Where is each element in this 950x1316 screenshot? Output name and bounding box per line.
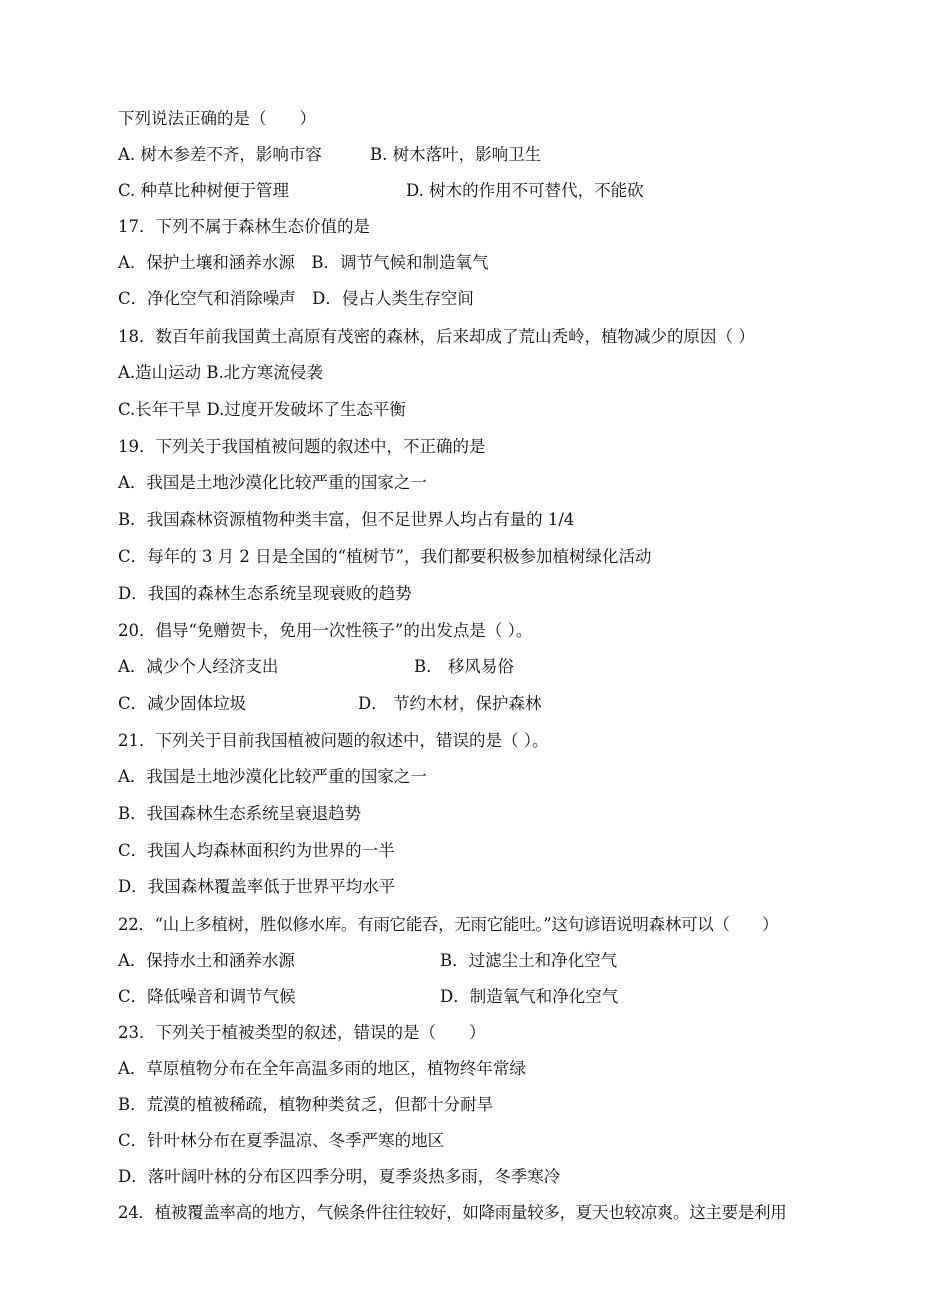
option-d: D．制造氧气和净化空气 [440, 987, 619, 1006]
question-21-stem: 21．下列关于目前我国植被问题的叙述中，错误的是（ ）。 [118, 731, 549, 750]
question-18-options-row-2: C.长年干旱 D.过度开发破坏了生态平衡 [118, 400, 406, 419]
question-23-option-c: C．针叶林分布在夏季温凉、冬季严寒的地区 [118, 1131, 445, 1150]
question-19-option-b: B．我国森林资源植物种类丰富，但不足世界人均占有量的 1/4 [118, 510, 575, 529]
question-21-option-a: A．我国是土地沙漠化比较严重的国家之一 [118, 767, 427, 786]
option-c: C. 种草比种树便于管理 [118, 181, 290, 200]
option-c: C．降低噪音和调节气候 [118, 987, 296, 1006]
option-a: A．保持水土和涵养水源 [118, 951, 295, 970]
option-a: A．减少个人经济支出 [118, 657, 279, 676]
question-21-option-d: D．我国森林覆盖率低于世界平均水平 [118, 877, 396, 896]
question-24-stem: 24．植被覆盖率高的地方，气候条件往往较好，如降雨量较多，夏天也较凉爽。这主要是利用 [118, 1203, 787, 1222]
question-21-option-c: C．我国人均森林面积约为世界的一半 [118, 841, 395, 860]
question-18-options-row-1: A.造山运动 B.北方寒流侵袭 [118, 363, 323, 382]
option-b: B．过滤尘土和净化空气 [440, 951, 618, 970]
question-23-option-d: D．落叶阔叶林的分布区四季分明，夏季炎热多雨，冬季寒冷 [118, 1167, 561, 1186]
question-22-stem: 22．“山上多植树，胜似修水库。有雨它能吞，无雨它能吐。”这句谚语说明森林可以（ ） [118, 915, 779, 934]
option-b: B. 树木落叶，影响卫生 [370, 145, 542, 164]
option-c: C．减少固体垃圾 [118, 694, 247, 713]
question-19-option-c: C．每年的 3 月 2 日是全国的“植树节”，我们都要积极参加植树绿化活动 [118, 547, 652, 566]
option-b: B． 移风易俗 [414, 657, 514, 676]
question-19-option-a: A．我国是土地沙漠化比较严重的国家之一 [118, 473, 427, 492]
question-18-stem: 18．数百年前我国黄土高原有茂密的森林，后来却成了荒山秃岭，植物减少的原因（ ） [118, 327, 755, 346]
question-23-option-b: B．荒漠的植被稀疏，植物种类贫乏，但都十分耐旱 [118, 1095, 494, 1114]
question-17-stem: 17．下列不属于森林生态价值的是 [118, 217, 370, 236]
question-16-stem: 下列说法正确的是（ ） [118, 109, 316, 128]
option-a: A. 树木参差不齐，影响市容 [118, 145, 322, 164]
option-d: D. 树木的作用不可替代，不能砍 [406, 181, 644, 200]
question-17-options-row-1: A．保护土壤和涵养水源 B．调节气候和制造氧气 [118, 253, 489, 272]
question-20-stem: 20．倡导“免赠贺卡，免用一次性筷子”的出发点是（ ）。 [118, 621, 533, 640]
question-21-option-b: B．我国森林生态系统呈衰退趋势 [118, 804, 362, 823]
question-19-option-d: D．我国的森林生态系统呈现衰败的趋势 [118, 584, 412, 603]
option-d: D． 节约木材，保护森林 [358, 694, 542, 713]
question-17-options-row-2: C．净化空气和消除噪声 D．侵占人类生存空间 [118, 289, 474, 308]
question-23-stem: 23．下列关于植被类型的叙述，错误的是（ ） [118, 1023, 486, 1042]
question-19-stem: 19．下列关于我国植被问题的叙述中，不正确的是 [118, 437, 486, 456]
question-23-option-a: A．草原植物分布在全年高温多雨的地区，植物终年常绿 [118, 1059, 526, 1078]
